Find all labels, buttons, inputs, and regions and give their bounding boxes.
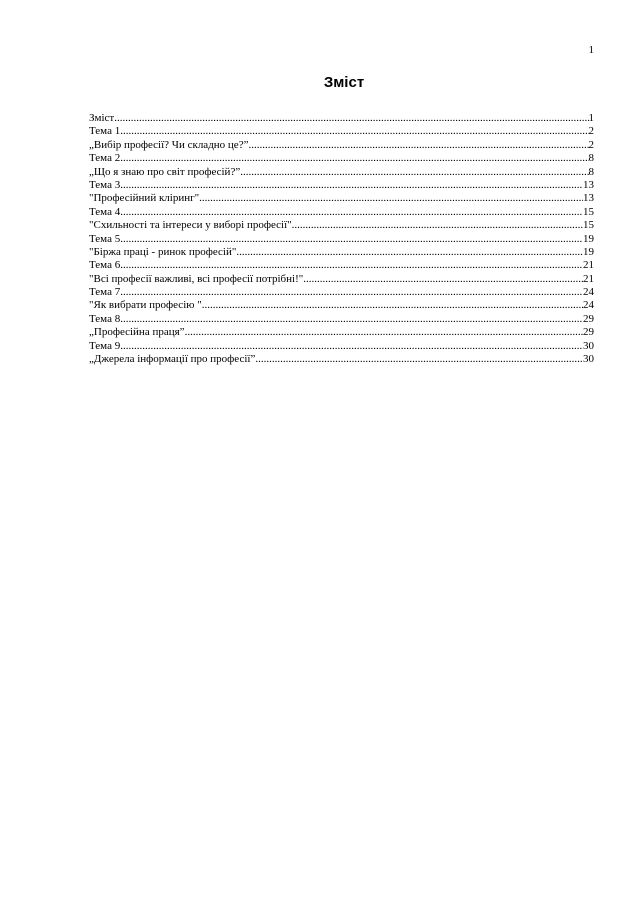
toc-entry-title: „Що я знаю про світ професій?” <box>89 165 241 178</box>
toc-entry[interactable] <box>89 233 594 246</box>
toc-leader-dots <box>120 179 583 192</box>
toc-entry-title: „Вибір професії? Чи складно це?” <box>89 138 249 151</box>
toc-leader-dots <box>255 353 583 366</box>
toc-entry-title: Тема 4 <box>89 205 121 218</box>
toc-entry-title: "Як вибрати професію " <box>89 299 202 312</box>
toc-entry-page: 13 <box>583 192 594 205</box>
toc-entry-title: "Професійний кліринг" <box>89 192 200 205</box>
toc-leader-dots <box>120 340 583 353</box>
toc-leader-dots <box>120 233 583 246</box>
toc-entry-title: Тема 5 <box>89 232 121 245</box>
toc-entry-page: 15 <box>583 219 594 232</box>
toc-entry-page: 2 <box>588 125 594 138</box>
toc-entry-page: 19 <box>583 232 594 245</box>
toc-entry-title: Тема 3 <box>89 178 121 191</box>
toc-entry-title: Зміст <box>89 112 115 124</box>
toc-entry[interactable] <box>89 219 594 232</box>
toc-leader-dots <box>303 273 583 286</box>
toc-entry-title: Тема 7 <box>89 286 121 299</box>
toc-entry[interactable] <box>89 353 594 366</box>
toc-leader-dots <box>185 326 583 339</box>
toc-leader-dots <box>120 152 588 165</box>
toc-leader-dots <box>240 166 588 179</box>
toc-entry-page: 19 <box>583 245 594 258</box>
toc-entry-page: 8 <box>588 152 594 165</box>
toc-entry-page: 21 <box>583 259 594 272</box>
toc-entry[interactable] <box>89 273 594 286</box>
toc-leader-dots <box>199 192 583 205</box>
toc-leader-dots <box>120 206 583 219</box>
toc-entry[interactable] <box>89 152 594 165</box>
toc-entry-page: 21 <box>583 272 594 285</box>
toc-entry-title: Тема 2 <box>89 152 121 165</box>
toc-entry[interactable] <box>89 286 594 299</box>
toc-entry-title: Тема 9 <box>89 339 121 352</box>
toc-entry[interactable] <box>89 340 594 353</box>
toc-entry[interactable] <box>89 206 594 219</box>
toc-entry-page: 29 <box>583 326 594 339</box>
toc-entry-page: 8 <box>588 165 594 178</box>
toc-entry-title: Тема 6 <box>89 259 121 272</box>
toc-entry-page: 24 <box>583 286 594 299</box>
toc-leader-dots <box>120 259 583 272</box>
toc-leader-dots <box>248 139 588 152</box>
toc-entry[interactable] <box>89 125 594 138</box>
toc-entry[interactable] <box>89 179 594 192</box>
toc-leader-dots <box>120 125 588 138</box>
toc-entry[interactable] <box>89 192 594 205</box>
toc-leader-dots <box>120 313 583 326</box>
table-of-contents <box>89 112 594 366</box>
toc-entry-page: 30 <box>583 339 594 352</box>
toc-entry-title: "Схильності та інтереси у виборі професії" <box>89 219 292 232</box>
toc-entry-title: Тема 8 <box>89 312 121 325</box>
toc-entry[interactable] <box>89 166 594 179</box>
toc-entry-title: „Джерела інформації про професії” <box>89 353 256 366</box>
toc-entry-page: 29 <box>583 312 594 325</box>
toc-entry[interactable] <box>89 259 594 272</box>
page-number: 1 <box>588 44 594 56</box>
toc-leader-dots <box>120 286 583 299</box>
toc-leader-dots <box>292 219 583 232</box>
toc-entry[interactable] <box>89 139 594 152</box>
toc-leader-dots <box>236 246 583 259</box>
toc-entry-title: "Біржа праці - ринок професій" <box>89 245 237 258</box>
toc-entry-page: 15 <box>583 205 594 218</box>
toc-entry-page: 24 <box>583 299 594 312</box>
toc-title: Зміст <box>323 74 365 91</box>
toc-entry[interactable] <box>89 299 594 312</box>
toc-entry-page: 13 <box>583 178 594 191</box>
toc-entry-page: 1 <box>588 112 594 124</box>
toc-leader-dots <box>202 299 583 312</box>
toc-entry-page: 2 <box>588 138 594 151</box>
toc-entry[interactable] <box>89 326 594 339</box>
toc-entry-title: Тема 1 <box>89 125 121 138</box>
toc-entry[interactable] <box>89 112 594 125</box>
toc-entry-title: „Професійна праця” <box>89 326 185 339</box>
toc-entry-page: 30 <box>583 353 594 366</box>
toc-entry-title: "Всі професії важливі, всі професії потрібні!" <box>89 272 304 285</box>
toc-entry[interactable] <box>89 313 594 326</box>
toc-entry[interactable] <box>89 246 594 259</box>
toc-leader-dots <box>114 112 588 125</box>
